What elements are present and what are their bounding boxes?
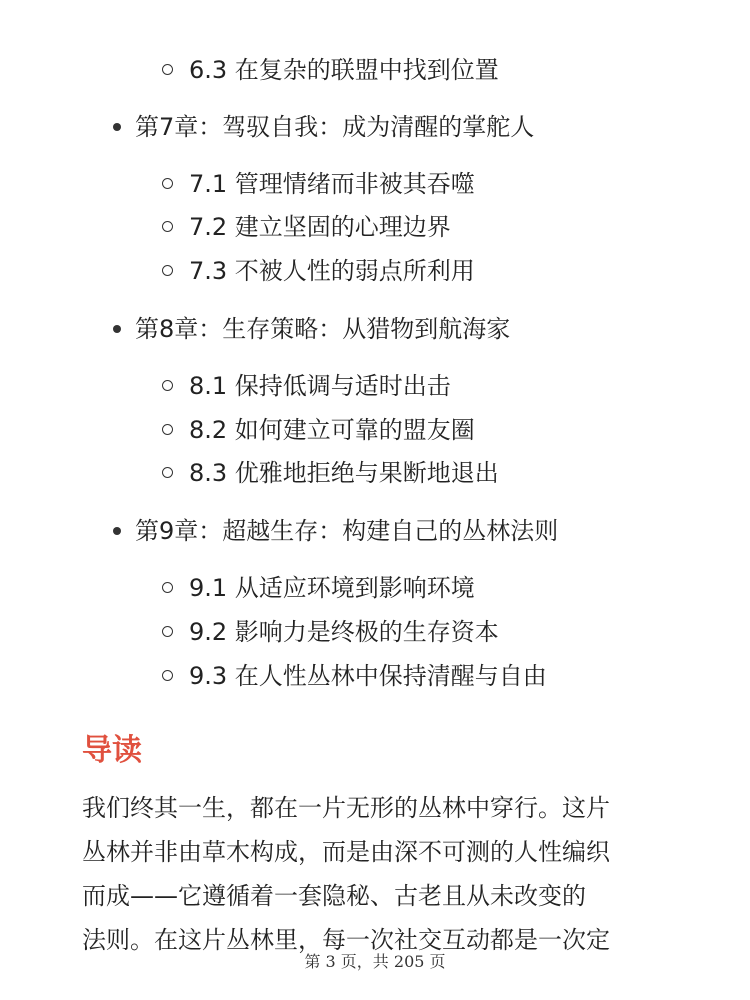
paragraph-line: 而成——它遵循着一套隐秘、古老且从未改变的 (82, 882, 586, 910)
hollow-bullet-icon (162, 380, 173, 391)
toc-item-chapter-7 (135, 107, 534, 147)
page-footer: 第 3 页，共 205 页 (304, 952, 446, 971)
toc-item-label: 8.3 优雅地拒绝与果断地退出 (189, 459, 499, 487)
toc-item-7-2 (189, 207, 451, 247)
toc-item-label: 9.2 影响力是终极的生存资本 (189, 618, 499, 646)
intro-paragraph (82, 786, 682, 962)
toc-item-8-3 (189, 453, 499, 493)
toc-item-label: 8.1 保持低调与适时出击 (189, 372, 451, 400)
toc-item-label: 7.1 管理情绪而非被其吞噬 (189, 170, 475, 198)
solid-bullet-icon (113, 325, 121, 333)
paragraph-line: 法则。在这片丛林里，每一次社交互动都是一次定 (82, 926, 610, 954)
hollow-bullet-icon (162, 424, 173, 435)
toc-item-label: 第9章：超越生存：构建自己的丛林法则 (135, 517, 559, 545)
hollow-bullet-icon (162, 64, 173, 75)
hollow-bullet-icon (162, 670, 173, 681)
toc-item-label: 6.3 在复杂的联盟中找到位置 (189, 56, 499, 84)
toc-item-label: 7.3 不被人性的弱点所利用 (189, 257, 475, 285)
hollow-bullet-icon (162, 221, 173, 232)
section-heading-intro: 导读 (82, 733, 142, 768)
toc-item-label: 8.2 如何建立可靠的盟友圈 (189, 416, 475, 444)
toc-item-7-1 (189, 164, 475, 204)
hollow-bullet-icon (162, 626, 173, 637)
toc-item-chapter-8 (135, 309, 510, 349)
toc-item-label: 7.2 建立坚固的心理边界 (189, 213, 451, 241)
toc-item-label: 9.1 从适应环境到影响环境 (189, 574, 475, 602)
toc-item-9-3 (189, 656, 547, 696)
solid-bullet-icon (113, 123, 121, 131)
solid-bullet-icon (113, 527, 121, 535)
paragraph-line: 丛林并非由草木构成，而是由深不可测的人性编织 (82, 838, 610, 866)
toc-item-label: 第7章：驾驭自我：成为清醒的掌舵人 (135, 113, 535, 141)
paragraph-line: 我们终其一生，都在一片无形的丛林中穿行。这片 (82, 794, 610, 822)
toc-item-9-2 (189, 612, 499, 652)
toc-item-label: 9.3 在人性丛林中保持清醒与自由 (189, 662, 547, 690)
toc-item-label: 第8章：生存策略：从猎物到航海家 (135, 315, 511, 343)
toc-item-8-1 (189, 366, 451, 406)
hollow-bullet-icon (162, 582, 173, 593)
toc-item-8-2 (189, 410, 475, 450)
toc-item-9-1 (189, 568, 475, 608)
toc-item-6-3 (189, 50, 499, 90)
hollow-bullet-icon (162, 265, 173, 276)
hollow-bullet-icon (162, 178, 173, 189)
toc-item-7-3 (189, 251, 475, 291)
hollow-bullet-icon (162, 467, 173, 478)
toc-item-chapter-9 (135, 511, 558, 551)
